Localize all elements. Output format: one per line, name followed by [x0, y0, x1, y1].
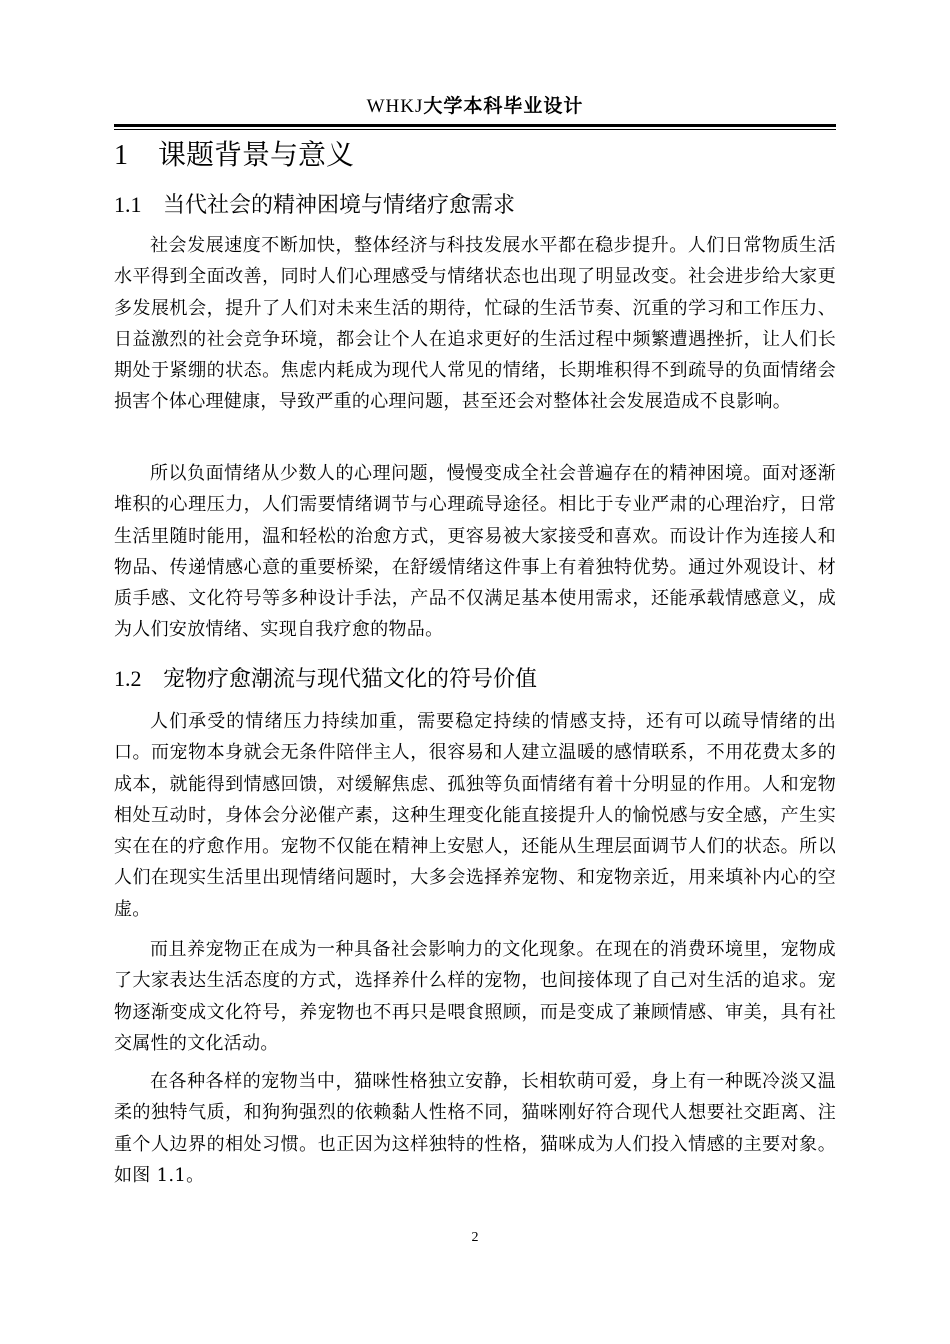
section-heading [114, 664, 537, 695]
chapter-number: 1 [114, 140, 128, 171]
body-paragraph: 所以负面情绪从少数人的心理问题，慢慢变成全社会普遍存在的精神困境。面对逐渐堆积的心理压力，人们需要情绪调节与心理疏导途径。相比于专业严肃的心理治疗，日常生活里随时能用，温和轻松的治愈方式，更容易被大家接受和喜欢。而设计作为连接人和物品、传递情感心意的重要桥梁，在舒缓情绪这件事上有着独特优势。通过外观设计、材质手感、文化符号等多种设计手法，产品不仅满足基本使用需求，还能承载情感意义，成为人们安放情绪、实现自我疗愈的物品。 [114, 463, 836, 641]
body-paragraph: 人们承受的情绪压力持续加重，需要稳定持续的情感支持，还有可以疏导情绪的出口。而宠物本身就会无条件陪伴主人，很容易和人建立温暖的感情联系，不用花费太多的成本，就能得到情感回馈，对缓解焦虑、孤独等负面情绪有着十分明显的作用。人和宠物相处互动时，身体会分泌催产素，这种生理变化能直接提升人的愉悦感与安全感，产生实实在在的疗愈作用。宠物不仅能在精神上安慰人，还能从生理层面调节人们的状态。所以人们在现实生活里出现情绪问题时，大多会选择养宠物、和宠物亲近，用来填补内心的空虚。 [114, 711, 836, 920]
section-heading [114, 190, 515, 221]
running-header [0, 93, 950, 120]
section-title: 当代社会的精神困境与情绪疗愈需求 [163, 193, 516, 218]
running-header-title: 大学本科毕业设计 [423, 95, 584, 117]
body-paragraph: 而且养宠物正在成为一种具备社会影响力的文化现象。在现在的消费环境里，宠物成了大家表达生活态度的方式，选择养什么样的宠物，也间接体现了自己对生活的追求。宠物逐渐变成文化符号，养宠物也不再只是喂食照顾，而是变成了兼顾情感、审美，具有社交属性的文化活动。 [114, 939, 836, 1054]
page-number: 2 [471, 1230, 479, 1245]
section-number: 1.2 [114, 666, 142, 691]
body-paragraph: 社会发展速度不断加快，整体经济与科技发展水平都在稳步提升。人们日常物质生活水平得到全面改善，同时人们心理感受与情绪状态也出现了明显改变。社会进步给大家更多发展机会，提升了人们对未来生活的期待，忙碌的生活节奏、沉重的学习和工作压力、日益激烈的社会竞争环境，都会让个人在追求更好的生活过程中频繁遭遇挫折，让人们长期处于紧绷的状态。焦虑内耗成为现代人常见的情绪，长期堆积得不到疏导的负面情绪会损害个体心理健康，导致严重的心理问题，甚至还会对整体社会发展造成不良影响。 [114, 235, 836, 413]
header-rule-thick [114, 124, 836, 127]
chapter-heading [114, 137, 354, 174]
chapter-title: 课题背景与意义 [158, 138, 355, 171]
section-number: 1.1 [114, 192, 142, 217]
header-rule-thin [114, 129, 836, 130]
running-header-latin: WHKJ [366, 96, 424, 117]
section-title: 宠物疗愈潮流与现代猫文化的符号价值 [163, 667, 538, 692]
body-paragraph: 在各种各样的宠物当中，猫咪性格独立安静，长相软萌可爱，身上有一种既冷淡又温柔的独特气质，和狗狗强烈的依赖黏人性格不同，猫咪刚好符合现代人想要社交距离、注重个人边界的相处习惯。也正因为这样独特的性格，猫咪成为人们投入情感的主要对象。如图 1.1。 [114, 1071, 836, 1186]
